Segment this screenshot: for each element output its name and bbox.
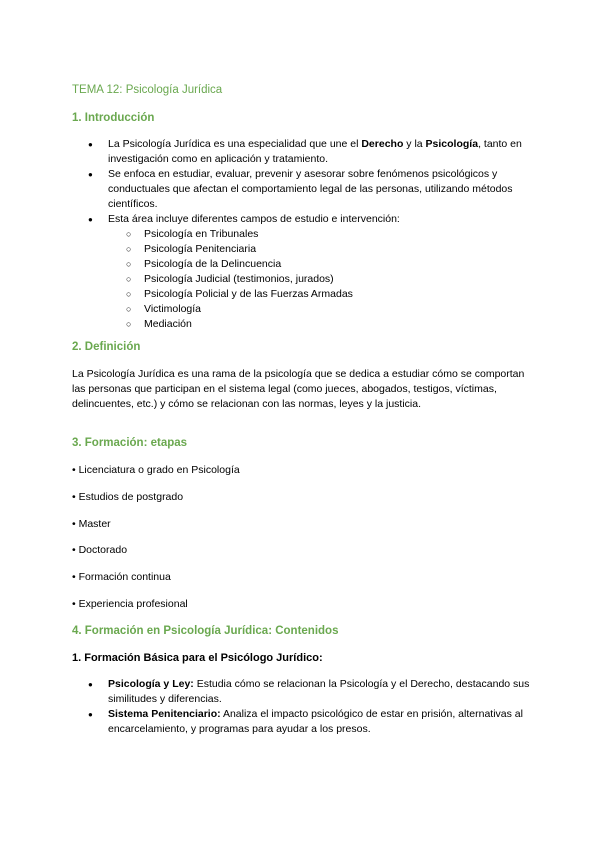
etapa-item: • Licenciatura o grado en Psicología bbox=[72, 464, 240, 476]
derecho-term: Derecho bbox=[361, 138, 404, 150]
psicologia-term: Psicología bbox=[425, 138, 479, 150]
sub-list-item: ○ Psicología Policial y de las Fuerzas Armadas bbox=[108, 287, 532, 302]
etapa-item: • Doctorado bbox=[72, 544, 128, 556]
page-title bbox=[72, 84, 222, 96]
intro-bullet-1-mid: y la bbox=[403, 138, 426, 150]
intro-bullet-2: Se enfoca en estudiar, evaluar, prevenir y asesorar sobre fenómenos psicológicos y conductuales que afectan el comportamiento legal de las personas, utilizando métodos científicos. bbox=[108, 168, 513, 210]
sub-list-item: ○ Psicología en Tribunales bbox=[108, 227, 532, 242]
list-item bbox=[72, 677, 532, 707]
sub-list-item: ○ Psicología de la Delincuencia bbox=[108, 257, 532, 272]
subsection-heading-formacion-basica: 1. Formación Básica para el Psicólogo Jurídico: bbox=[72, 652, 323, 664]
section-heading-definicion: 2. Definición bbox=[72, 341, 141, 353]
list-item bbox=[72, 167, 532, 212]
psicologia-ley-text: Estudia cómo se relacionan la Psicología y el Derecho, destacando sus similitudes y diferencias. bbox=[108, 678, 530, 705]
sub-list-item: ○ Psicología Penitenciaria bbox=[108, 242, 532, 257]
sistema-penitenciario-text: Analiza el impacto psicológico de estar en prisión, alternativas al encarcelamiento, y programas para ayudar a los presos. bbox=[108, 708, 523, 735]
intro-list bbox=[72, 137, 532, 332]
etapa-item: • Experiencia profesional bbox=[72, 598, 188, 610]
list-item bbox=[72, 707, 532, 737]
sistema-penitenciario-term: Sistema Penitenciario: bbox=[108, 708, 221, 720]
section-heading-formacion-etapas: 3. Formación: etapas bbox=[72, 437, 188, 449]
title-prefix: TEMA 12: bbox=[72, 84, 126, 96]
etapa-item: • Estudios de postgrado bbox=[72, 491, 184, 503]
etapa-item: • Master bbox=[72, 518, 111, 530]
section-heading-introduccion: 1. Introducción bbox=[72, 112, 155, 124]
section-heading-contenidos: 4. Formación en Psicología Jurídica: Contenidos bbox=[72, 625, 339, 637]
sub-list-item: ○ Psicología Judicial (testimonios, jurados) bbox=[108, 272, 532, 287]
psicologia-ley-term: Psicología y Ley: bbox=[108, 678, 194, 690]
campos-sublist bbox=[108, 227, 532, 332]
sub-list-item: ○ Mediación bbox=[108, 317, 532, 332]
intro-bullet-1-post: , tanto en investigación como en aplicación y tratamiento. bbox=[108, 138, 522, 165]
etapa-item: • Formación continua bbox=[72, 571, 171, 583]
sub-list-item: ○ Victimología bbox=[108, 302, 532, 317]
intro-bullet-1-pre: La Psicología Jurídica es una especialidad que une el bbox=[108, 138, 362, 150]
title-main: Psicología Jurídica bbox=[125, 84, 223, 96]
definicion-paragraph: La Psicología Jurídica es una rama de la psicología que se dedica a estudiar cómo se comportan las personas que participan en el sistema legal (como jueces, abogados, testigos, víctimas, delincuentes, etc.) y cómo se relacionan con las normas, leyes y la justicia. bbox=[72, 368, 525, 410]
list-item bbox=[72, 212, 532, 332]
intro-bullet-3: Esta área incluye diferentes campos de estudio e intervención: bbox=[108, 213, 400, 225]
contenidos-list bbox=[72, 677, 532, 737]
list-item bbox=[72, 137, 532, 167]
